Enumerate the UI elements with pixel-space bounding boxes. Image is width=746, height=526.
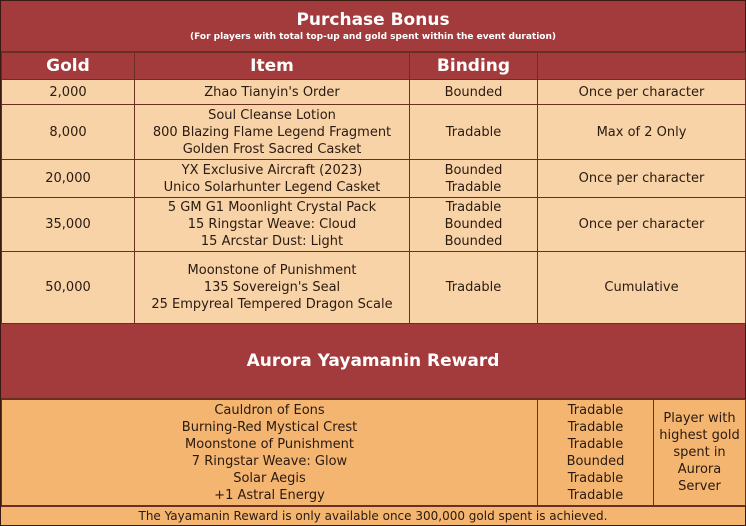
binding-line: Tradable xyxy=(567,470,624,486)
item-line: Golden Frost Sacred Casket xyxy=(182,141,362,157)
table-row xyxy=(2,105,746,160)
binding-line: Bounded xyxy=(444,234,503,249)
gold-cell: 2,000 xyxy=(2,80,135,105)
purchase-bonus-title: Purchase Bonus xyxy=(296,10,450,30)
item-cell xyxy=(135,252,410,324)
binding-line: Tradable xyxy=(567,402,624,418)
binding-line: Tradable xyxy=(445,179,502,195)
header-binding: Binding xyxy=(410,53,538,80)
aurora-item: Cauldron of Eons xyxy=(214,402,325,418)
binding-cell xyxy=(410,160,538,198)
binding-line: Tradable xyxy=(445,280,502,295)
gold-cell: 8,000 xyxy=(2,105,135,160)
table-header-row xyxy=(2,53,746,80)
table-row xyxy=(2,80,746,105)
item-line: 5 GM G1 Moonlight Crystal Pack xyxy=(167,200,377,215)
binding-cell xyxy=(410,198,538,252)
gold-cell: 35,000 xyxy=(2,198,135,252)
aurora-binding-cell xyxy=(538,400,654,506)
header-gold: Gold xyxy=(2,53,135,80)
item-line: 800 Blazing Flame Legend Fragment xyxy=(152,124,392,140)
item-line: 25 Empyreal Tempered Dragon Scale xyxy=(151,297,393,312)
limit-cell: Max of 2 Only xyxy=(538,105,746,160)
binding-line: Bounded xyxy=(444,217,503,232)
table-row xyxy=(2,198,746,252)
limit-cell: Cumulative xyxy=(538,252,746,324)
table-row xyxy=(2,252,746,324)
binding-line: Tradable xyxy=(567,436,624,452)
gold-cell: 20,000 xyxy=(2,160,135,198)
aurora-condition-cell: Player with highest gold spent in Aurora Server xyxy=(654,400,746,506)
binding-line: Tradable xyxy=(445,124,502,140)
item-line: Zhao Tianyin's Order xyxy=(204,84,340,100)
aurora-item: 7 Ringstar Weave: Glow xyxy=(191,453,348,469)
item-line: 15 Arcstar Dust: Light xyxy=(200,234,344,249)
item-cell xyxy=(135,80,410,105)
binding-cell xyxy=(410,252,538,324)
limit-cell: Once per character xyxy=(538,198,746,252)
header-item: Item xyxy=(135,53,410,80)
binding-cell xyxy=(410,80,538,105)
purchase-bonus-table xyxy=(1,52,746,324)
binding-line: Bounded xyxy=(444,162,503,178)
table-row xyxy=(2,160,746,198)
item-line: Moonstone of Punishment xyxy=(187,263,357,278)
purchase-bonus-subtitle: (For players with total top-up and gold spent within the event duration) xyxy=(190,32,556,42)
binding-cell xyxy=(410,105,538,160)
binding-line: Bounded xyxy=(444,84,503,100)
purchase-bonus-banner xyxy=(1,1,745,52)
limit-cell: Once per character xyxy=(538,160,746,198)
aurora-reward-row xyxy=(2,400,746,506)
item-cell xyxy=(135,160,410,198)
limit-cell: Once per character xyxy=(538,80,746,105)
item-line: 15 Ringstar Weave: Cloud xyxy=(187,217,357,232)
item-cell xyxy=(135,198,410,252)
aurora-reward-banner xyxy=(1,324,745,399)
item-line: Unico Solarhunter Legend Casket xyxy=(163,179,381,195)
item-cell xyxy=(135,105,410,160)
binding-line: Tradable xyxy=(567,487,624,503)
header-limit xyxy=(538,53,746,80)
aurora-reward-table xyxy=(1,399,746,506)
aurora-items-cell xyxy=(2,400,538,506)
aurora-item: Moonstone of Punishment xyxy=(185,436,354,452)
binding-line: Tradable xyxy=(567,419,624,435)
item-line: YX Exclusive Aircraft (2023) xyxy=(181,162,363,178)
aurora-item: +1 Astral Energy xyxy=(214,487,325,503)
item-line: 135 Sovereign's Seal xyxy=(203,280,341,295)
aurora-reward-title: Aurora Yayamanin Reward xyxy=(246,351,500,371)
aurora-item: Burning-Red Mystical Crest xyxy=(181,419,358,435)
binding-line: Tradable xyxy=(445,200,502,215)
footer-note: The Yayamanin Reward is only available once 300,000 gold spent is achieved. xyxy=(1,506,745,525)
binding-line: Bounded xyxy=(566,453,625,469)
aurora-item: Solar Aegis xyxy=(233,470,306,486)
item-line: Soul Cleanse Lotion xyxy=(208,107,336,123)
gold-cell: 50,000 xyxy=(2,252,135,324)
